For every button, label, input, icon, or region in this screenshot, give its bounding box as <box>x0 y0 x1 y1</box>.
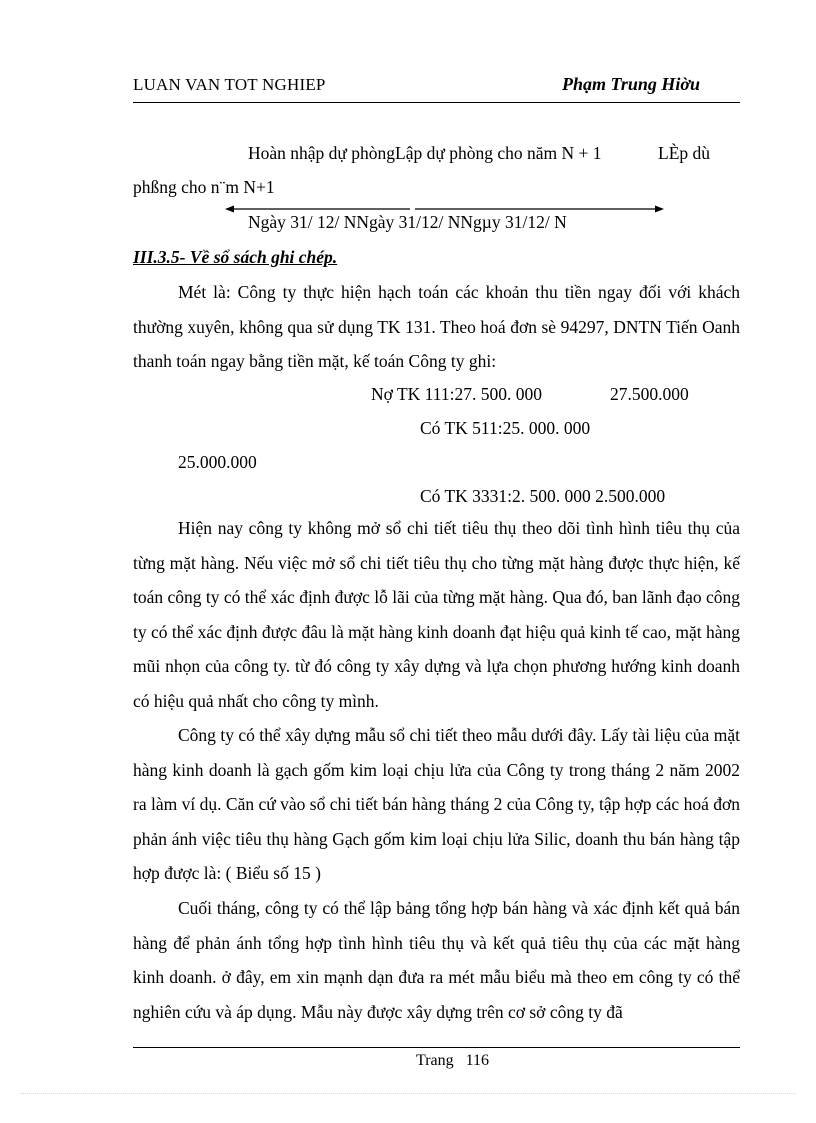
header-rule <box>133 102 740 103</box>
section-heading: III.3.5- Về sổ sách ghi chép. <box>133 247 338 267</box>
footer-rule <box>133 1047 740 1048</box>
paragraph-1: Mét là: Công ty thực hiện hạch toán các khoản thu tiền ngay đối với khách thường xuyên, không qua sử dụng TK 131. Theo hoá đơn sè 94297, DNTN Tiến Oanh thanh toán ngay bằng tiền mặt, kế toán Công ty ghi: <box>133 282 740 372</box>
entry-credit-vat: Có TK 3331:2. 500. 000 2.500.000 <box>420 486 666 506</box>
header-title: LUAN VAN TOT NGHIEP <box>133 75 326 94</box>
diagram-labels-line1: Hoàn nhập dự phòngLập dự phòng cho năm N + 1 <box>248 143 602 163</box>
entry-debit-account: Nợ TK 111:27. 500. 000 <box>371 384 542 404</box>
paragraph-2: Hiện nay công ty không mở sổ chi tiết tiêu thụ theo dõi tình hình tiêu thụ của từng mặt hàng. Nếu việc mở sổ chi tiết tiêu thụ cho từng mặt hàng được thực hiện, kế toán công ty có thể xác định được lỗ lãi của từng mặt hàng. Qua đó, ban lãnh đạo công ty có thể xác định được đâu là mặt hàng kinh doanh đạt hiệu quả kinh tế cao, mặt hàng mũi nhọn của công ty. từ đó công ty xây dựng và lựa chọn phương hướng kinh doanh có hiệu quả nhất cho công ty mình. <box>133 518 741 711</box>
diagram-labels-line2: phßng cho n¨m N+1 <box>133 177 275 197</box>
paragraph-4: Cuối tháng, công ty có thể lập bảng tổng hợp bán hàng và xác định kết quả bán hàng để phản ánh tổng hợp tình hình tiêu thụ và kết quả tiêu thụ của các mặt hàng kinh doanh. ở đây, em xin mạnh dạn đưa ra mét mẫu biểu mà theo em công ty có thể nghiên cứu và áp dụng. Mẫu này được xây dựng trên cơ sở công ty đã <box>133 898 740 1022</box>
entry-credit-revenue-account: Có TK 511:25. 000. 000 <box>420 418 591 438</box>
entry-credit-revenue-amount: 25.000.000 <box>178 452 257 472</box>
header-author: Phạm Trung Hiờu <box>562 74 701 94</box>
entry-debit-amount: 27.500.000 <box>610 384 689 404</box>
page-label: Trang <box>416 1052 454 1069</box>
diagram-labels-line1-right: LÈp dù <box>658 143 711 163</box>
page-number-value: 116 <box>465 1052 490 1069</box>
paragraph-3: Công ty có thể xây dựng mẫu sổ chi tiết theo mẫu dưới đây. Lấy tài liệu của mặt hàng kinh doanh là gạch gốm kim loại chịu lửa của Công ty trong tháng 2 năm 2002 ra làm ví dụ. Căn cứ vào sổ chi tiết bán hàng tháng 2 của Công ty, tập hợp các hoá đơn phản ánh việc tiêu thụ hàng Gạch gốm kim loại chịu lửa Silic, doanh thu bán hàng tập hợp được là: ( Biểu số 15 ) <box>133 725 740 884</box>
page-number <box>416 1052 489 1070</box>
diagram-date-labels: Ngày 31/ 12/ NNgày 31/12/ NNgµy 31/12/ N <box>248 212 567 232</box>
page-bottom-divider <box>20 1093 796 1094</box>
